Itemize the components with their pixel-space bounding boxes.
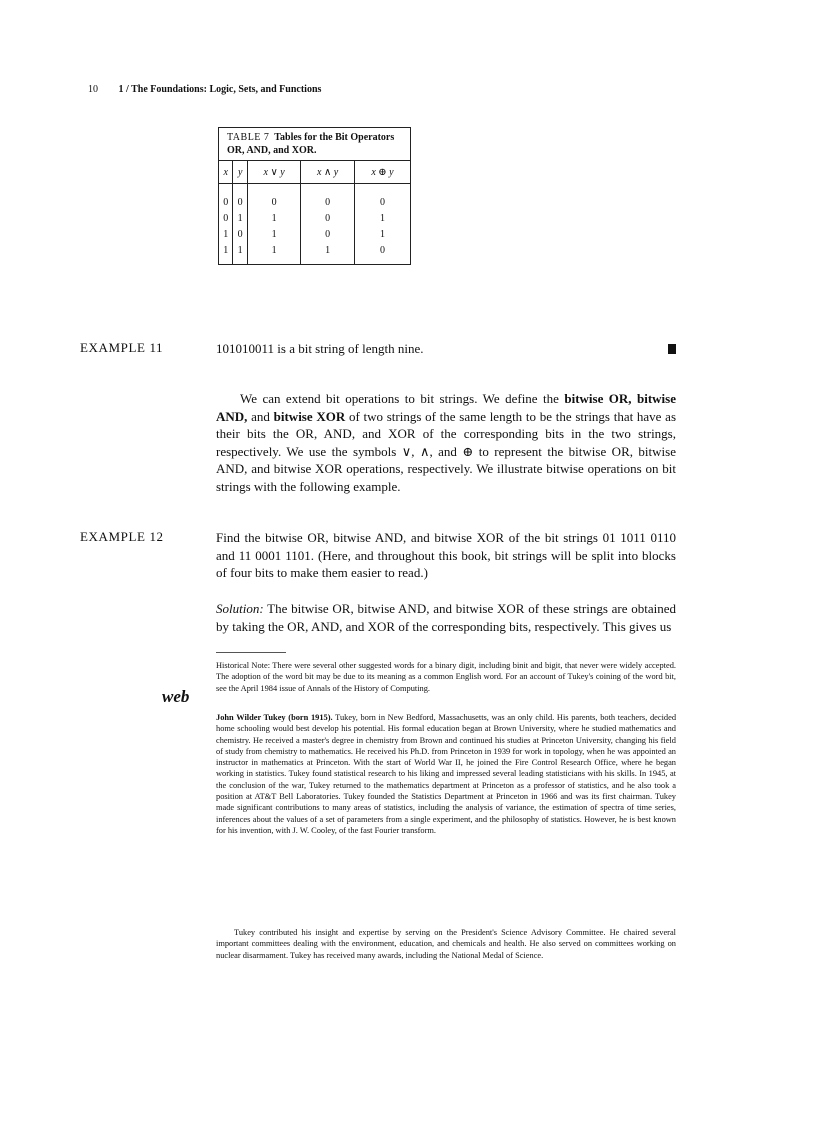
table-cell: 0 [301, 184, 355, 211]
header-cell: x [219, 161, 233, 184]
bitwise-paragraph [216, 390, 676, 496]
table-cell: 0 [301, 226, 355, 242]
bitwise-xor-term: bitwise XOR [273, 408, 346, 424]
table-cell: 1 [354, 226, 410, 242]
table-row [219, 184, 411, 211]
chapter-title: 1 / The Foundations: Logic, Sets, and Functions [118, 84, 322, 95]
biography-text: Tukey, born in New Bedford, Massachusetts, was an only child. His parents, both teachers, decided home schooling would best develop his potential. His formal education began at Brown University, where he studied mathematics and chemistry. He received a master's degree in chemistry from Brown and continued his studies at Princeton University, changing his field of study from chemistry to mathematics. He received his Ph.D. from Princeton in 1939 for work in topology, when he was appointed an instructor in mathematics at Princeton. With the start of World War II, he joined the Fire Control Research Office, where he began working in statistics. Tukey found statistical research to his liking and impressed several leading statisticians with his skills. In 1945, at the conclusion of the war, Tukey returned to the mathematics department at Princeton as a professor of statistics, and he also took a position at AT&T Bell Laboratories. Tukey founded the Statistics Department at Princeton in 1966 and was its first chairman. Tukey made significant contributions to many areas of statistics, including the analysis of variance, the estimation of spectra of time series, inferences about the values of a set of parameters from a single experiment, and the philosophy of statistics. However, he is best known for his invention, with J. W. Cooley, of the fast Fourier transform. [216, 713, 677, 835]
table-cell: 1 [247, 242, 301, 265]
table-cell: 0 [219, 210, 233, 226]
table-row [219, 242, 411, 265]
table-cell: 1 [354, 210, 410, 226]
table-cell: 0 [247, 184, 301, 211]
header-cell: x ∨ y [247, 161, 301, 184]
table-caption-title: Tables for the Bit Operators OR, AND, and XOR. [227, 132, 395, 156]
tukey-biography-continued [216, 927, 676, 961]
table-cell: 1 [301, 242, 355, 265]
table-cell: 0 [301, 210, 355, 226]
example-11-text: 101010011 is a bit string of length nine. [216, 341, 424, 356]
table-cell: 0 [354, 242, 410, 265]
paragraph-text: of two strings of the same length to be the strings that have as their bits the OR, AND, and XOR of the corresponding bits in the two strings, respectively. We use the symbols ∨, ∧, and ⊕ to represent the bitwise OR, bitwise AND, and bitwise XOR operations, respectively. We illustrate bitwise operations on bit strings with the following example. [216, 408, 676, 494]
table-cell: 1 [233, 210, 247, 226]
tukey-biography [216, 712, 676, 836]
example-12-text: Find the bitwise OR, bitwise AND, and bitwise XOR of the bit strings 01 1011 0110 and 11 0001 1101. (Here, and throughout this book, bit strings will be split into blocks of four bits to make them easier to read.) [216, 530, 676, 581]
table-header-row [219, 161, 411, 184]
bit-operators-table [218, 160, 411, 265]
biography-text-2: Tukey contributed his insight and expertise by serving on the President's Science Advisory Committee. He chaired several important committees dealing with the environment, education, and chemicals and health. He also served on committees working on nuclear disarmament. Tukey has received many awards, including the National Medal of Science. [216, 928, 676, 960]
example-11-label: EXAMPLE 11 [80, 340, 164, 355]
table-caption-number: TABLE 7 [227, 132, 270, 143]
table-cell: 0 [233, 184, 247, 211]
example-12-label: EXAMPLE 12 [80, 529, 164, 544]
historical-note [216, 660, 676, 694]
table-cell: 1 [219, 242, 233, 265]
table-cell: 0 [219, 184, 233, 211]
table-cell: 0 [233, 226, 247, 242]
table-cell: 1 [247, 210, 301, 226]
page-number: 10 [88, 84, 98, 95]
paragraph-text: and [247, 408, 274, 424]
table-caption [218, 127, 411, 160]
table-row [219, 226, 411, 242]
footnote-rule [216, 652, 286, 653]
solution-paragraph [216, 600, 676, 635]
bitwise-or-and-term: bitwise OR, bitwise AND, [216, 391, 677, 424]
header-cell: x ⊕ y [354, 161, 410, 184]
table-cell: 1 [247, 226, 301, 242]
table-cell: 1 [219, 226, 233, 242]
solution-label: Solution: [216, 601, 264, 616]
table-cell: 0 [354, 184, 410, 211]
table-row [219, 210, 411, 226]
running-head [88, 84, 321, 95]
web-label: web [162, 687, 190, 706]
historical-note-label: Historical Note: [216, 661, 271, 670]
table-cell: 1 [233, 242, 247, 265]
historical-note-text: There were several other suggested words for a binary digit, including binit and bigit, that never were widely accepted. The adoption of the word bit may be due to its meaning as a common English word. For an account of Tukey's coining of the word bit, see the April 1984 issue of Annals of the History of Computing. [216, 661, 676, 693]
table-7 [218, 127, 411, 265]
header-cell: y [233, 161, 247, 184]
paragraph-text: We can extend bit operations to bit strings. We define the [240, 391, 565, 406]
solution-text: The bitwise OR, bitwise AND, and bitwise XOR of these strings are obtained by taking the OR, AND, and XOR of the corresponding bits, respectively. This gives us [216, 601, 676, 634]
end-of-example-mark [668, 344, 676, 354]
biography-name: John Wilder Tukey (born 1915). [216, 713, 333, 722]
header-cell: x ∧ y [301, 161, 355, 184]
